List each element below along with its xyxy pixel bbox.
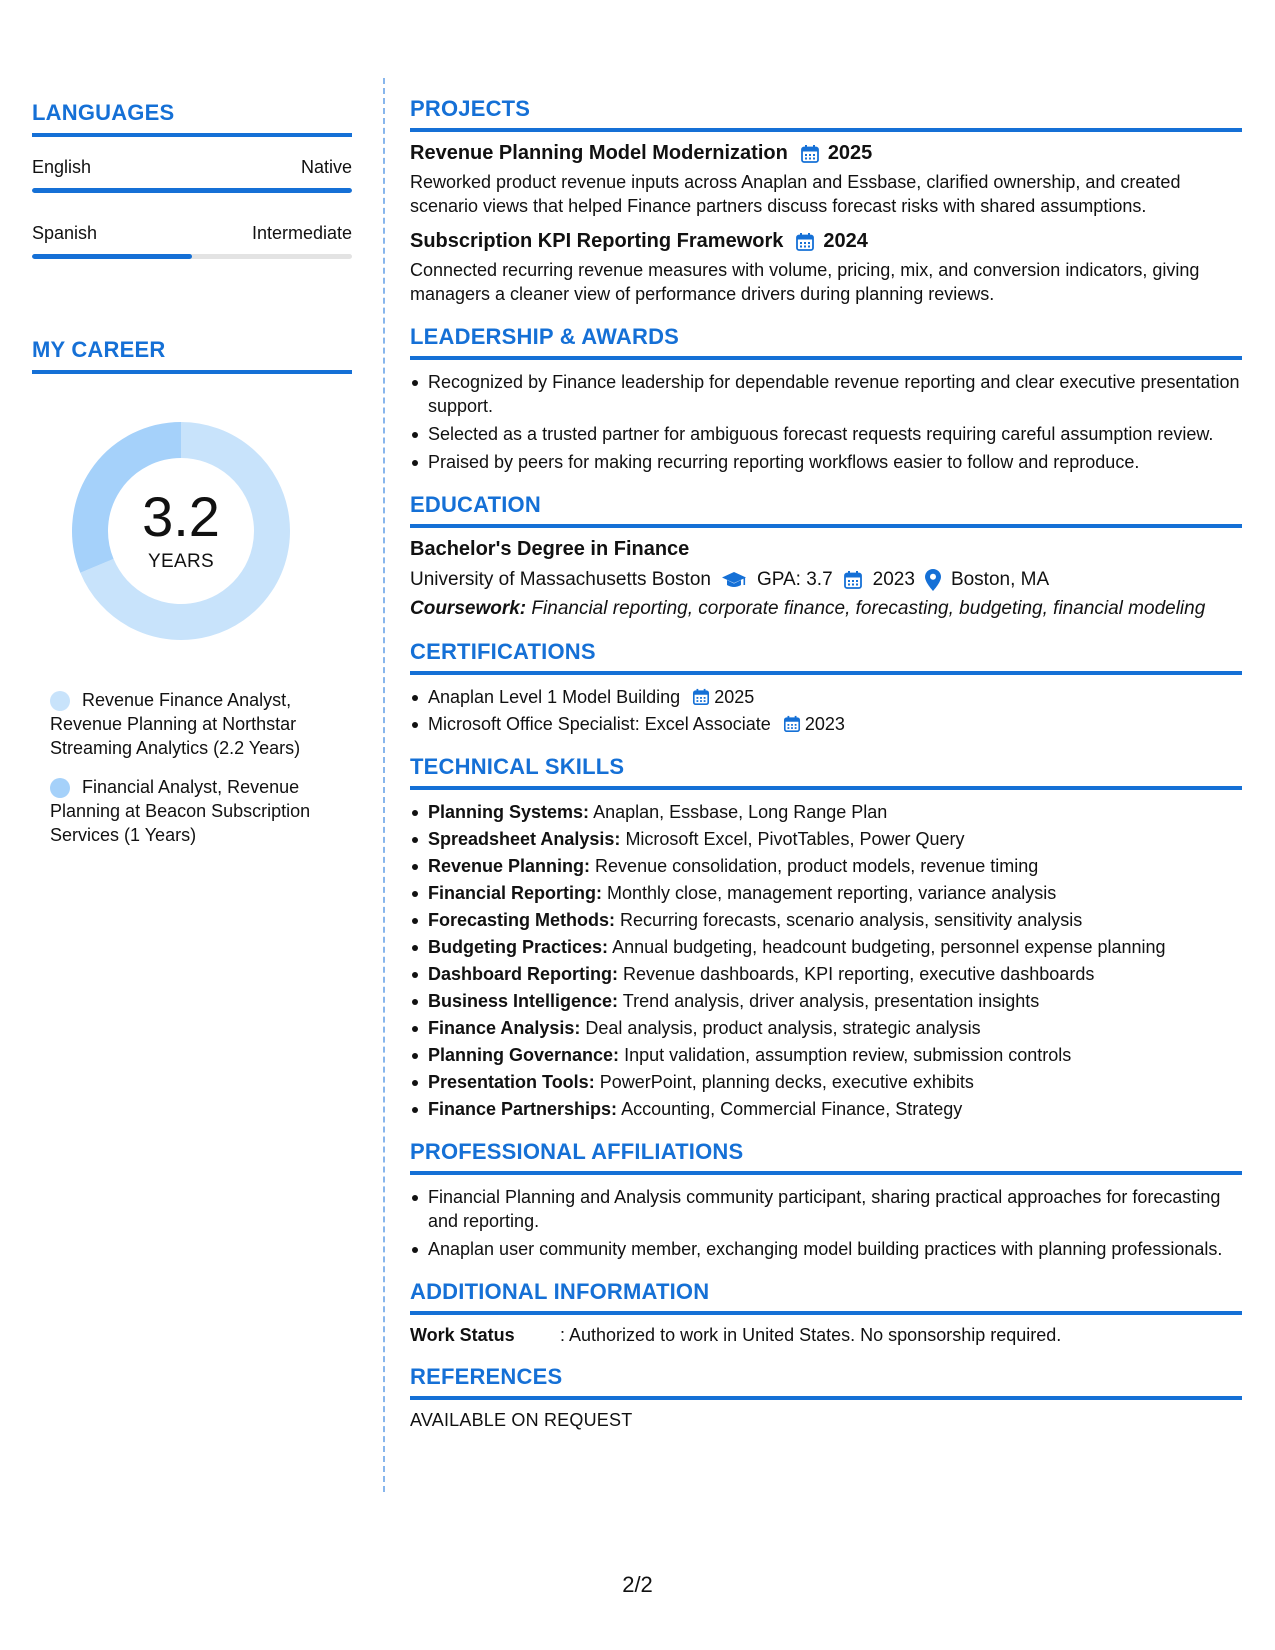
certification-name: Microsoft Office Specialist: Excel Associate	[428, 714, 771, 734]
certification-year: 2023	[804, 714, 845, 734]
education-section	[410, 492, 1242, 621]
skill-label: Revenue Planning:	[428, 856, 591, 876]
section-rule	[410, 1311, 1242, 1315]
skill-label: Presentation Tools:	[428, 1072, 595, 1092]
certifications-list	[410, 685, 1242, 736]
legend-dot	[50, 691, 70, 711]
skill-item	[410, 1016, 1242, 1040]
skill-value: Trend analysis, driver analysis, presentation insights	[622, 991, 1040, 1011]
references-text: AVAILABLE ON REQUEST	[410, 1410, 633, 1430]
project-year: 2025	[827, 142, 873, 164]
education-title: EDUCATION	[410, 492, 541, 517]
project-year: 2024	[823, 230, 868, 252]
skill-value: Deal analysis, product analysis, strategic analysis	[585, 1018, 981, 1038]
references-section	[410, 1364, 1242, 1431]
leadership-section	[410, 324, 1242, 474]
skill-item	[410, 1070, 1242, 1094]
section-rule	[410, 786, 1242, 790]
work-status-value: : Authorized to work in United States. No sponsorship required.	[560, 1325, 1062, 1345]
language-name: Spanish	[32, 223, 98, 243]
skill-value: Accounting, Commercial Finance, Strategy	[621, 1099, 963, 1119]
calendar-icon	[800, 144, 820, 164]
language-proficiency-bar	[32, 254, 352, 259]
skill-item	[410, 1043, 1242, 1067]
skill-item	[410, 827, 1242, 851]
education-details	[410, 569, 1242, 591]
skill-value: Input validation, assumption review, submission controls	[624, 1045, 1072, 1065]
skill-item	[410, 881, 1242, 905]
additional-info-section	[410, 1279, 1242, 1346]
skill-label: Spreadsheet Analysis:	[428, 829, 621, 849]
project-name: Subscription KPI Reporting Framework	[410, 230, 784, 252]
list-item: Financial Planning and Analysis community participant, sharing practical approaches for forecasting and reporting.	[410, 1185, 1242, 1233]
career-donut-chart	[66, 416, 296, 646]
languages-title: LANGUAGES	[32, 100, 175, 125]
list-item: Praised by peers for making recurring reporting workflows easier to follow and reproduce.	[410, 450, 1242, 474]
section-rule	[410, 524, 1242, 528]
affiliations-title: PROFESSIONAL AFFILIATIONS	[410, 1139, 744, 1164]
language-proficiency-bar	[32, 188, 352, 193]
column-divider	[383, 78, 385, 1492]
right-column	[410, 96, 1242, 1431]
projects-section	[410, 96, 1242, 306]
skill-item	[410, 935, 1242, 959]
coursework-label: Coursework:	[410, 598, 527, 619]
list-item: Selected as a trusted partner for ambiguous forecast requests requiring careful assumption review.	[410, 422, 1242, 446]
list-item	[410, 712, 1242, 736]
career-role-text: Financial Analyst, Revenue Planning at Beacon Subscription Services (1 Years)	[50, 777, 311, 845]
career-role-text: Revenue Finance Analyst, Revenue Planning at Northstar Streaming Analytics (2.2 Years)	[50, 690, 301, 758]
skill-label: Finance Analysis:	[428, 1018, 581, 1038]
skill-item	[410, 800, 1242, 824]
legend-dot	[50, 778, 70, 798]
calendar-icon	[843, 570, 863, 590]
skill-value: Anaplan, Essbase, Long Range Plan	[593, 802, 888, 822]
project-description: Connected recurring revenue measures with volume, pricing, mix, and conversion indicators, giving managers a cleaner view of performance drivers during planning reviews.	[410, 260, 1200, 304]
language-proficiency-fill	[32, 188, 352, 193]
skill-label: Financial Reporting:	[428, 883, 603, 903]
skills-section	[410, 754, 1242, 1121]
map-pin-icon	[925, 569, 941, 591]
section-rule	[32, 370, 352, 374]
language-proficiency-fill	[32, 254, 192, 259]
skill-label: Planning Governance:	[428, 1045, 620, 1065]
language-item	[32, 157, 352, 193]
page-number: 2/2	[622, 1572, 653, 1597]
affiliations-list	[410, 1185, 1242, 1261]
certification-name: Anaplan Level 1 Model Building	[428, 687, 681, 707]
skills-list	[410, 800, 1242, 1121]
skill-value: Microsoft Excel, PivotTables, Power Query	[625, 829, 965, 849]
skill-label: Dashboard Reporting:	[428, 964, 619, 984]
education-location: Boston, MA	[950, 569, 1050, 590]
education-school: University of Massachusetts Boston	[410, 569, 711, 590]
skill-label: Budgeting Practices:	[428, 937, 609, 957]
project-description: Reworked product revenue inputs across Anaplan and Essbase, clarified ownership, and created scenario views that helped Finance partners discuss forecast risks with shared assumptions.	[410, 172, 1181, 216]
education-year: 2023	[872, 569, 915, 590]
section-rule	[410, 356, 1242, 360]
project-item	[410, 142, 1242, 218]
career-legend	[32, 688, 352, 847]
section-rule	[410, 1171, 1242, 1175]
skill-item	[410, 989, 1242, 1013]
additional-info-title: ADDITIONAL INFORMATION	[410, 1279, 710, 1304]
career-legend-item	[50, 688, 352, 760]
skill-item	[410, 1097, 1242, 1121]
list-item	[410, 685, 1242, 709]
skill-value: Monthly close, management reporting, variance analysis	[607, 883, 1057, 903]
skill-item	[410, 962, 1242, 986]
skill-value: Annual budgeting, headcount budgeting, personnel expense planning	[612, 937, 1166, 957]
skill-value: Revenue dashboards, KPI reporting, executive dashboards	[623, 964, 1095, 984]
skill-label: Forecasting Methods:	[428, 910, 616, 930]
section-rule	[410, 671, 1242, 675]
education-coursework	[410, 597, 1242, 621]
section-rule	[32, 133, 352, 137]
career-total-years: 3.2	[142, 485, 220, 548]
project-name: Revenue Planning Model Modernization	[410, 142, 788, 164]
list-item: Anaplan user community member, exchanging model building practices with planning professionals.	[410, 1237, 1242, 1261]
project-item	[410, 230, 1242, 306]
language-item	[32, 223, 352, 259]
career-legend-item	[50, 775, 352, 847]
education-degree: Bachelor's Degree in Finance	[410, 538, 690, 560]
skill-item	[410, 854, 1242, 878]
calendar-icon	[783, 715, 801, 733]
references-title: REFERENCES	[410, 1364, 563, 1389]
affiliations-section	[410, 1139, 1242, 1261]
skill-value: Revenue consolidation, product models, revenue timing	[595, 856, 1039, 876]
coursework-text: Financial reporting, corporate finance, forecasting, budgeting, financial modeling	[531, 598, 1206, 619]
projects-title: PROJECTS	[410, 96, 531, 121]
skill-label: Business Intelligence:	[428, 991, 619, 1011]
skill-value: Recurring forecasts, scenario analysis, sensitivity analysis	[620, 910, 1083, 930]
skills-title: TECHNICAL SKILLS	[410, 754, 625, 779]
calendar-icon	[795, 232, 815, 252]
career-years-unit: YEARS	[148, 551, 214, 572]
certifications-section	[410, 639, 1242, 736]
section-rule	[410, 128, 1242, 132]
certifications-title: CERTIFICATIONS	[410, 639, 596, 664]
leadership-title: LEADERSHIP & AWARDS	[410, 324, 680, 349]
graduation-cap-icon	[721, 570, 747, 590]
skill-value: PowerPoint, planning decks, executive exhibits	[599, 1072, 974, 1092]
work-status-label: Work Status	[410, 1325, 515, 1345]
left-column	[32, 100, 352, 847]
certification-year: 2025	[714, 687, 755, 707]
skill-label: Finance Partnerships:	[428, 1099, 618, 1119]
skill-item	[410, 908, 1242, 932]
language-name: English	[32, 157, 92, 177]
career-title: MY CAREER	[32, 337, 166, 362]
language-level: Intermediate	[251, 223, 352, 243]
leadership-list	[410, 370, 1242, 474]
section-rule	[410, 1396, 1242, 1400]
education-gpa: GPA: 3.7	[756, 569, 833, 590]
additional-info-row	[410, 1325, 1242, 1346]
list-item: Recognized by Finance leadership for dependable revenue reporting and clear executive presentation support.	[410, 370, 1242, 418]
language-level: Native	[300, 157, 352, 177]
calendar-icon	[692, 688, 710, 706]
skill-label: Planning Systems:	[428, 802, 590, 822]
